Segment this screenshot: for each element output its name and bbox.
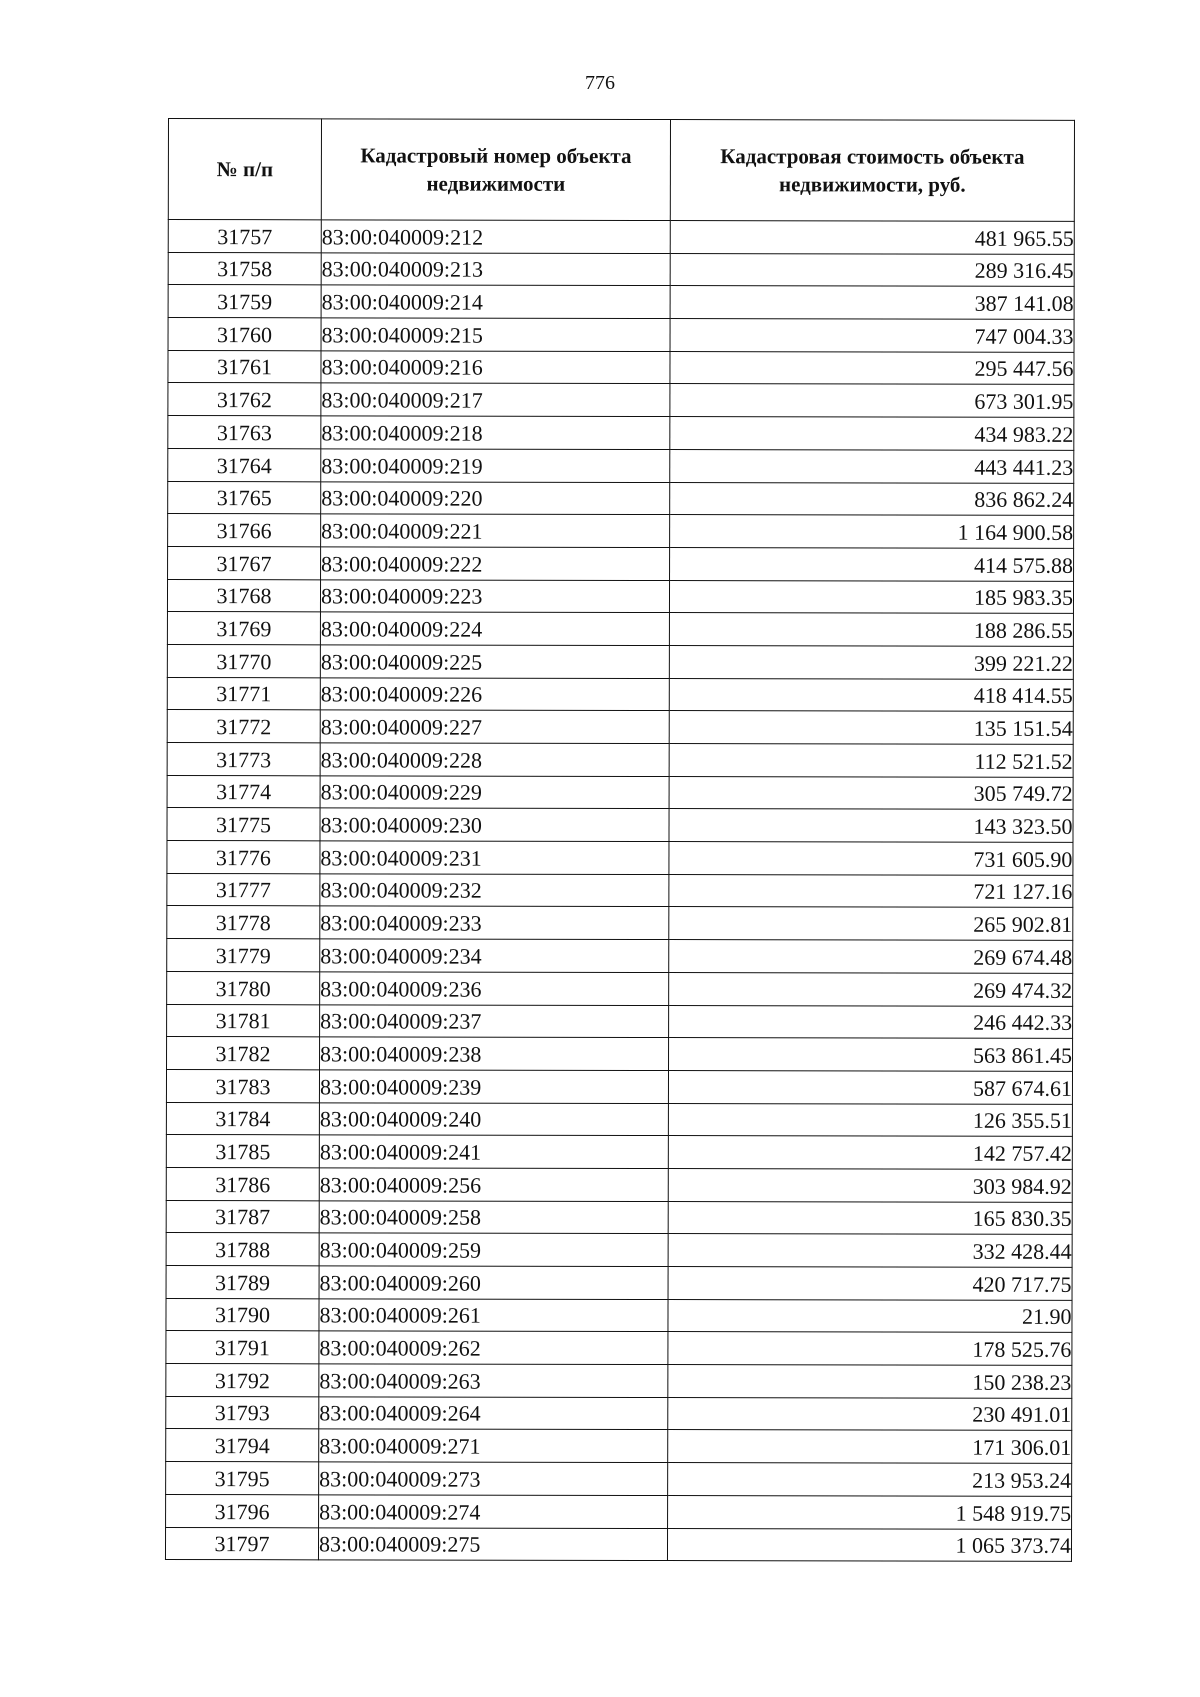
table-row <box>166 1396 1072 1431</box>
row-number: 31774 <box>167 775 320 808</box>
row-number: 31766 <box>168 514 321 547</box>
cadastral-number: 83:00:040009:275 <box>318 1527 667 1560</box>
cadastral-number: 83:00:040009:259 <box>319 1233 668 1266</box>
row-number: 31788 <box>166 1233 319 1266</box>
cadastral-number: 83:00:040009:224 <box>320 612 669 645</box>
table-row <box>167 644 1073 679</box>
row-number: 31793 <box>166 1396 319 1429</box>
row-number: 31775 <box>167 808 320 841</box>
cadastral-value: 836 862.24 <box>670 482 1074 516</box>
cadastral-number: 83:00:040009:223 <box>320 579 669 612</box>
row-number: 31782 <box>167 1037 320 1070</box>
cadastral-value: 731 605.90 <box>669 842 1073 876</box>
cadastral-number: 83:00:040009:234 <box>320 939 669 972</box>
header-cadastral-value: Кадастровая стоимость объекта недвижимости, руб. <box>670 120 1074 222</box>
cadastral-value: 1 548 919.75 <box>668 1495 1072 1529</box>
row-number: 31785 <box>166 1135 319 1168</box>
cadastral-value: 265 902.81 <box>669 907 1073 941</box>
cadastral-number: 83:00:040009:241 <box>319 1135 668 1168</box>
table-row <box>167 1037 1073 1072</box>
row-number: 31763 <box>168 416 321 449</box>
cadastral-value: 305 749.72 <box>669 776 1073 810</box>
table-row <box>168 383 1074 418</box>
row-number: 31783 <box>166 1069 319 1102</box>
cadastral-number: 83:00:040009:232 <box>320 874 669 907</box>
cadastral-number: 83:00:040009:227 <box>320 710 669 743</box>
row-number: 31768 <box>167 579 320 612</box>
table-row <box>167 971 1073 1006</box>
table-body <box>165 220 1074 1562</box>
table-row <box>166 1167 1072 1202</box>
table-row <box>166 1102 1072 1137</box>
cadastral-value: 387 141.08 <box>670 286 1074 320</box>
row-number: 31761 <box>168 350 321 383</box>
cadastral-number: 83:00:040009:240 <box>319 1102 668 1135</box>
table-row <box>166 1298 1072 1333</box>
cadastral-number: 83:00:040009:230 <box>320 808 669 841</box>
cadastral-value: 165 830.35 <box>668 1201 1072 1235</box>
header-row <box>168 119 1074 222</box>
cadastral-value: 414 575.88 <box>670 547 1074 581</box>
table-row <box>167 873 1073 908</box>
row-number: 31781 <box>167 1004 320 1037</box>
cadastral-number: 83:00:040009:271 <box>319 1429 668 1462</box>
cadastral-number: 83:00:040009:263 <box>319 1364 668 1397</box>
cadastral-value: 213 953.24 <box>668 1463 1072 1497</box>
table-row <box>166 1135 1072 1170</box>
row-number: 31765 <box>168 481 321 514</box>
table-row <box>165 1527 1071 1562</box>
cadastral-value: 399 221.22 <box>669 645 1073 679</box>
cadastral-value: 112 521.52 <box>669 744 1073 778</box>
cadastral-number: 83:00:040009:219 <box>321 449 670 482</box>
cadastral-value: 303 984.92 <box>668 1168 1072 1202</box>
cadastral-number: 83:00:040009:231 <box>320 841 669 874</box>
table-row <box>167 841 1073 876</box>
cadastral-number: 83:00:040009:216 <box>321 351 670 384</box>
table-row <box>166 1364 1072 1399</box>
cadastral-value: 289 316.45 <box>670 253 1074 287</box>
cadastral-value: 443 441.23 <box>670 449 1074 483</box>
cadastral-number: 83:00:040009:273 <box>319 1462 668 1495</box>
row-number: 31767 <box>168 546 321 579</box>
table-row <box>168 448 1074 483</box>
cadastral-value: 587 674.61 <box>668 1070 1072 1104</box>
cadastral-number: 83:00:040009:264 <box>319 1397 668 1430</box>
cadastral-number: 83:00:040009:256 <box>319 1168 668 1201</box>
cadastral-number: 83:00:040009:221 <box>321 514 670 547</box>
table-row <box>166 1429 1072 1464</box>
row-number: 31772 <box>167 710 320 743</box>
row-number: 31778 <box>167 906 320 939</box>
cadastral-number: 83:00:040009:213 <box>321 253 670 286</box>
row-number: 31769 <box>167 612 320 645</box>
row-number: 31790 <box>166 1298 319 1331</box>
cadastral-number: 83:00:040009:261 <box>319 1299 668 1332</box>
table-row <box>168 546 1074 581</box>
row-number: 31779 <box>167 939 320 972</box>
cadastral-value: 142 757.42 <box>668 1136 1072 1170</box>
cadastral-value: 418 414.55 <box>669 678 1073 712</box>
table-row <box>167 677 1073 712</box>
cadastral-number: 83:00:040009:258 <box>319 1200 668 1233</box>
table-row <box>167 939 1073 974</box>
cadastral-number: 83:00:040009:226 <box>320 677 669 710</box>
cadastral-value: 420 717.75 <box>668 1267 1072 1301</box>
row-number: 31771 <box>167 677 320 710</box>
cadastral-value: 1 164 900.58 <box>670 515 1074 549</box>
row-number: 31794 <box>166 1429 319 1462</box>
table-row <box>168 285 1074 320</box>
row-number: 31786 <box>166 1167 319 1200</box>
cadastral-number: 83:00:040009:262 <box>319 1331 668 1364</box>
cadastral-number: 83:00:040009:238 <box>320 1037 669 1070</box>
cadastral-number: 83:00:040009:212 <box>321 220 670 253</box>
cadastral-value: 150 238.23 <box>668 1365 1072 1399</box>
table-row <box>167 808 1073 843</box>
row-number: 31773 <box>167 742 320 775</box>
cadastral-value: 747 004.33 <box>670 319 1074 353</box>
cadastral-number: 83:00:040009:260 <box>319 1266 668 1299</box>
cadastral-value: 563 861.45 <box>669 1038 1073 1072</box>
cadastral-value: 230 491.01 <box>668 1397 1072 1431</box>
cadastral-number: 83:00:040009:217 <box>321 383 670 416</box>
cadastral-value: 673 301.95 <box>670 384 1074 418</box>
cadastral-number: 83:00:040009:215 <box>321 318 670 351</box>
row-number: 31796 <box>166 1494 319 1527</box>
cadastral-number: 83:00:040009:233 <box>320 906 669 939</box>
table-row <box>166 1233 1072 1268</box>
cadastral-number: 83:00:040009:237 <box>320 1004 669 1037</box>
cadastral-number: 83:00:040009:218 <box>321 416 670 449</box>
cadastral-value: 295 447.56 <box>670 351 1074 385</box>
cadastral-value: 269 474.32 <box>669 972 1073 1006</box>
cadastral-value: 188 286.55 <box>669 613 1073 647</box>
table-row <box>168 350 1074 385</box>
cadastral-value: 332 428.44 <box>668 1234 1072 1268</box>
row-number: 31784 <box>166 1102 319 1135</box>
row-number: 31759 <box>168 285 321 318</box>
cadastral-value: 721 127.16 <box>669 874 1073 908</box>
table-row <box>168 416 1074 451</box>
table-row <box>166 1494 1072 1529</box>
cadastral-number: 83:00:040009:222 <box>321 547 670 580</box>
table-row <box>166 1069 1072 1104</box>
cadastral-value: 143 323.50 <box>669 809 1073 843</box>
table-row <box>167 742 1073 777</box>
table-row <box>167 1004 1073 1039</box>
cadastral-value: 185 983.35 <box>669 580 1073 614</box>
cadastral-number: 83:00:040009:236 <box>320 972 669 1005</box>
row-number: 31795 <box>166 1462 319 1495</box>
table-row <box>167 579 1073 614</box>
table-row <box>168 514 1074 549</box>
cadastral-value: 269 674.48 <box>669 940 1073 974</box>
table-row <box>167 612 1073 647</box>
row-number: 31757 <box>168 220 321 253</box>
cadastral-value: 126 355.51 <box>668 1103 1072 1137</box>
table-row <box>166 1200 1072 1235</box>
cadastral-value-table <box>165 118 1075 1562</box>
cadastral-number: 83:00:040009:228 <box>320 743 669 776</box>
table-row <box>167 775 1073 810</box>
row-number: 31760 <box>168 318 321 351</box>
cadastral-value: 481 965.55 <box>670 221 1074 255</box>
cadastral-value: 21.90 <box>668 1299 1072 1333</box>
cadastral-value: 246 442.33 <box>669 1005 1073 1039</box>
row-number: 31764 <box>168 448 321 481</box>
row-number: 31787 <box>166 1200 319 1233</box>
table-row <box>166 1265 1072 1300</box>
cadastral-value: 171 306.01 <box>668 1430 1072 1464</box>
table-row <box>166 1331 1072 1366</box>
table-row <box>168 318 1074 353</box>
row-number: 31780 <box>167 971 320 1004</box>
cadastral-value: 1 065 373.74 <box>667 1528 1071 1562</box>
row-number: 31777 <box>167 873 320 906</box>
table-row <box>167 906 1073 941</box>
row-number: 31770 <box>167 644 320 677</box>
header-num: № п/п <box>168 119 321 220</box>
row-number: 31797 <box>165 1527 318 1560</box>
row-number: 31791 <box>166 1331 319 1364</box>
cadastral-number: 83:00:040009:239 <box>319 1070 668 1103</box>
table-row <box>166 1462 1072 1497</box>
cadastral-value: 434 983.22 <box>670 417 1074 451</box>
page-number: 776 <box>585 72 615 94</box>
row-number: 31789 <box>166 1265 319 1298</box>
cadastral-value: 178 525.76 <box>668 1332 1072 1366</box>
cadastral-number: 83:00:040009:220 <box>321 481 670 514</box>
cadastral-value: 135 151.54 <box>669 711 1073 745</box>
cadastral-number: 83:00:040009:214 <box>321 285 670 318</box>
row-number: 31758 <box>168 252 321 285</box>
table-row <box>167 710 1073 745</box>
row-number: 31762 <box>168 383 321 416</box>
cadastral-number: 83:00:040009:229 <box>320 776 669 809</box>
table-row <box>168 220 1074 255</box>
table-row <box>168 481 1074 516</box>
cadastral-number: 83:00:040009:274 <box>319 1495 668 1528</box>
table-header <box>168 119 1074 222</box>
row-number: 31792 <box>166 1364 319 1397</box>
cadastral-number: 83:00:040009:225 <box>320 645 669 678</box>
table-row <box>168 252 1074 287</box>
row-number: 31776 <box>167 841 320 874</box>
header-cadastral-number: Кадастровый номер объекта недвижимости <box>321 119 670 221</box>
